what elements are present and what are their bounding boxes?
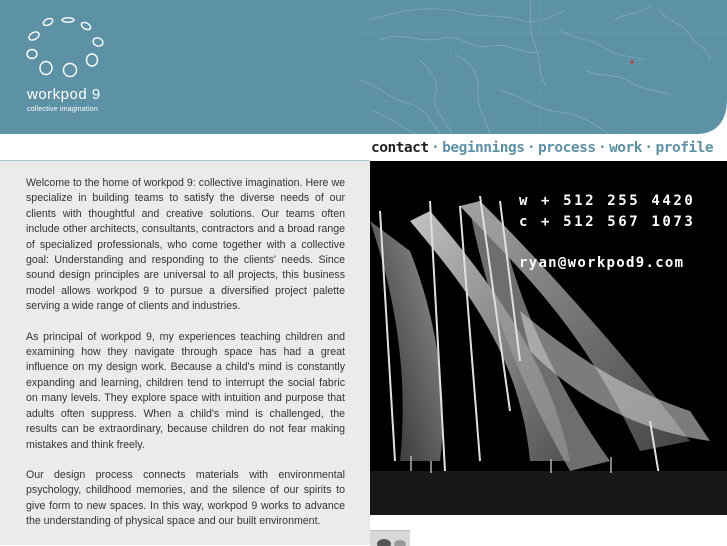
work-phone[interactable]: w + 512 255 4420 <box>519 193 696 209</box>
intro-paragraph: Our design process connects materials with environmental psychology, childhood memories, and the silence of our spirits to give form to new spaces. In this way, workpod 9 works to advance the understanding of physical space and our built environment. <box>26 468 345 528</box>
logo-wordmark[interactable]: workpod 9 <box>27 86 101 103</box>
nav-separator: • <box>433 142 438 153</box>
thumbnail-graphic <box>370 531 410 546</box>
thumbnail-image[interactable] <box>370 530 410 546</box>
site-header <box>0 0 727 134</box>
header-corner-curve <box>687 0 727 134</box>
nav-separator: • <box>647 142 651 153</box>
intro-paragraph: Welcome to the home of workpod 9: collective imagination. Here we specialize in building teams to satisfy the diverse needs of our clients with thoughtful and creative solutions. Our teams often include other architects, consultants, contractors and a broad range of specialized professionals, who come together with a collective goal: Understanding and responding to the clients' needs. Since sound design principles are universal to all projects, this business model allows workpod 9 to pursue a diversified project palette serving a wide range of clients and industries. <box>26 177 345 313</box>
contact-phones <box>519 191 695 233</box>
intro-text <box>26 176 345 545</box>
intro-paragraph: As principal of workpod 9, my experiences teaching children and examining how they navigate through space has had a great influence on my design work. Because a child's mind is constantly expanding and learning, children tend to interrupt the social fabric on many levels. They explore space with intuition and purpose that adults often suppress. When a child's mind is challenged, the results can be extraordinary, because children do not fear making mistakes and think freely. <box>26 330 345 451</box>
nav-profile[interactable]: profile <box>655 139 714 156</box>
nav-process[interactable]: process <box>537 139 596 156</box>
world-map-icon <box>360 0 727 134</box>
logo-tagline: collective imagination <box>27 106 98 113</box>
logo-circles-icon <box>22 14 112 82</box>
main-nav <box>369 137 715 158</box>
email-link[interactable]: ryan@workpod9.com <box>519 255 685 271</box>
cell-phone[interactable]: c + 512 567 1073 <box>519 214 696 230</box>
nav-separator: • <box>529 142 533 153</box>
nav-beginnings[interactable]: beginnings <box>442 139 525 156</box>
nav-contact[interactable]: contact <box>371 139 429 156</box>
nav-separator: • <box>600 142 605 153</box>
nav-work[interactable]: work <box>609 139 642 156</box>
